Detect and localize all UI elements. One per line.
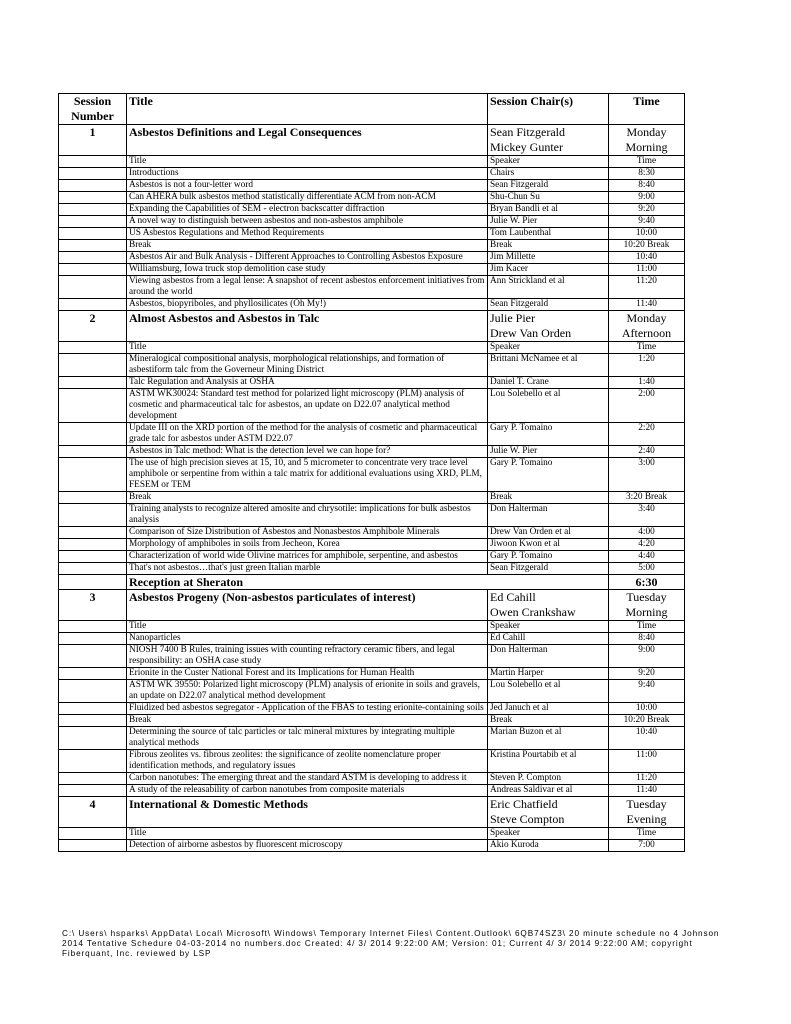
- talk-speaker: Don Halterman: [488, 645, 609, 668]
- talk-time: 8:30: [609, 168, 685, 180]
- talk-time: Time: [609, 828, 685, 840]
- talk-spacer: [59, 342, 127, 354]
- talk-spacer: [59, 276, 127, 299]
- reception-row: [59, 575, 685, 590]
- session-time-line: Monday: [626, 311, 667, 325]
- talk-row: [59, 168, 685, 180]
- session-time-line: Afternoon: [621, 326, 672, 340]
- session-title: International & Domestic Methods: [127, 797, 488, 828]
- talk-spacer: [59, 645, 127, 668]
- talk-row: [59, 276, 685, 299]
- session-chair-name: Julie Pier: [490, 311, 535, 325]
- talk-speaker: Julie W. Pier: [488, 446, 609, 458]
- talk-time: 3:40: [609, 504, 685, 527]
- talk-title: Detection of airborne asbestos by fluorescent microscopy: [127, 840, 488, 852]
- talk-title: Mineralogical compositional analysis, morphological relationships, and formation of asbestiform talc from the Governeur Mining District: [127, 354, 488, 377]
- talk-row: [59, 446, 685, 458]
- talk-speaker: Speaker: [488, 342, 609, 354]
- talk-spacer: [59, 216, 127, 228]
- header-row: [59, 94, 685, 125]
- talk-spacer: [59, 785, 127, 797]
- talk-title: Fluidized bed asbestos segregator - Application of the FBAS to testing erionite-containing soils: [127, 703, 488, 715]
- talk-spacer: [59, 840, 127, 852]
- talk-speaker: Break: [488, 492, 609, 504]
- talk-spacer: [59, 252, 127, 264]
- talk-spacer: [59, 633, 127, 645]
- session-time-line: Morning: [625, 605, 668, 619]
- talk-row: [59, 750, 685, 773]
- talk-speaker: Lou Solebello et al: [488, 389, 609, 423]
- talk-time: 4:20: [609, 539, 685, 551]
- talk-spacer: [59, 773, 127, 785]
- talk-title: NIOSH 7400 B Rules, training issues with counting refractory ceramic fibers, and legal responsibility: an OSHA case study: [127, 645, 488, 668]
- talk-row: [59, 492, 685, 504]
- footer-file-path: C:\ Users\ hsparks\ AppData\ Local\ Microsoft\ Windows\ Temporary Internet Files\ Content.Outlook\ 6QB74SZ3\ 20 minute schedule no 4 Johnson 2014 Tentative Schedure 04-03-2014 no numbers.doc Created: 4/ 3/ 2014 9:22:00 AM; Version: 01; Current 4/ 3/ 2014 9:22:00 AM; copyright Fiberquant, Inc. reviewed by LSP: [62, 929, 720, 958]
- talk-time: 2:40: [609, 446, 685, 458]
- session-number: 3: [59, 590, 127, 621]
- session-row: [59, 797, 685, 828]
- talk-row: [59, 551, 685, 563]
- talk-speaker: Jim Millette: [488, 252, 609, 264]
- session-number: 1: [59, 125, 127, 156]
- talk-title: Carbon nanotubes: The emerging threat and the standard ASTM is developing to address it: [127, 773, 488, 785]
- talk-speaker: Bryan Bandli et al: [488, 204, 609, 216]
- talk-row: [59, 645, 685, 668]
- talk-row: [59, 715, 685, 727]
- talk-title: Asbestos is not a four-letter word: [127, 180, 488, 192]
- talk-title: Determining the source of talc particles or talc mineral mixtures by integrating multiple analytical methods: [127, 727, 488, 750]
- talk-speaker: Tom Laubenthal: [488, 228, 609, 240]
- talk-title: Viewing asbestos from a legal lense: A snapshot of recent asbestos enforcement initiatives from around the world: [127, 276, 488, 299]
- session-time-line: Morning: [625, 140, 668, 154]
- talk-spacer: [59, 563, 127, 575]
- talk-title: Can AHERA bulk asbestos method statistically differentiate ACM from non-ACM: [127, 192, 488, 204]
- talk-row: [59, 240, 685, 252]
- talk-title: The use of high precision sieves at 15, 10, and 5 micrometer to concentrate very trace level amphibole or serpentine from within a talc matrix for additional evaluations using XRD, PLM, FESEM or TEM: [127, 458, 488, 492]
- talk-speaker: Sean Fitzgerald: [488, 299, 609, 311]
- talk-spacer: [59, 354, 127, 377]
- talk-title: Williamsburg, Iowa truck stop demolition case study: [127, 264, 488, 276]
- talk-spacer: [59, 539, 127, 551]
- talk-row: [59, 680, 685, 703]
- talk-time: 9:00: [609, 192, 685, 204]
- talk-spacer: [59, 703, 127, 715]
- session-time-line: Evening: [626, 812, 667, 826]
- talk-row: [59, 633, 685, 645]
- talk-time: 4:40: [609, 551, 685, 563]
- talk-speaker: Ann Strickland et al: [488, 276, 609, 299]
- talk-title: Title: [127, 156, 488, 168]
- talk-time: 1:40: [609, 377, 685, 389]
- talk-title: Fibrous zeolites vs. fibrous zeolites: the significance of zeolite nomenclature proper identification methods, and regulatory issues: [127, 750, 488, 773]
- talk-speaker: Speaker: [488, 156, 609, 168]
- session-time: [609, 125, 685, 156]
- talk-title: Talc Regulation and Analysis at OSHA: [127, 377, 488, 389]
- talk-speaker: Don Halterman: [488, 504, 609, 527]
- talk-title: Asbestos, biopyriboles, and phyllosilicates (Oh My!): [127, 299, 488, 311]
- talk-title: Title: [127, 828, 488, 840]
- talk-spacer: [59, 228, 127, 240]
- session-number: 4: [59, 797, 127, 828]
- session-chairs: [488, 311, 609, 342]
- talk-row: [59, 785, 685, 797]
- reception-title: Reception at Sheraton: [127, 575, 609, 590]
- talk-speaker: Martin Harper: [488, 668, 609, 680]
- talk-spacer: [59, 668, 127, 680]
- talk-title: Introductions: [127, 168, 488, 180]
- talk-spacer: [59, 204, 127, 216]
- talk-spacer: [59, 377, 127, 389]
- talk-row: [59, 180, 685, 192]
- talk-time: 11:20: [609, 773, 685, 785]
- talk-title: Title: [127, 342, 488, 354]
- talk-speaker: Sean Fitzgerald: [488, 563, 609, 575]
- talk-title: Title: [127, 621, 488, 633]
- session-chair-name: Drew Van Orden: [490, 326, 572, 340]
- talk-speaker: Marian Buzon et al: [488, 727, 609, 750]
- talk-title: Nanoparticles: [127, 633, 488, 645]
- talk-speaker: Speaker: [488, 828, 609, 840]
- session-chairs: [488, 590, 609, 621]
- talk-spacer: [59, 180, 127, 192]
- session-row: [59, 311, 685, 342]
- talk-speaker: Gary P. Tomaino: [488, 423, 609, 446]
- talk-row: [59, 389, 685, 423]
- talk-row: [59, 828, 685, 840]
- talk-speaker: Jed Januch et al: [488, 703, 609, 715]
- schedule-table: [58, 93, 685, 852]
- talk-speaker: Chairs: [488, 168, 609, 180]
- talk-row: [59, 527, 685, 539]
- talk-title: Characterization of world wide Olivine matrices for amphibole, serpentine, and asbestos: [127, 551, 488, 563]
- talk-speaker: Jiwoon Kwon et al: [488, 539, 609, 551]
- talk-speaker: Julie W. Pier: [488, 216, 609, 228]
- talk-time: 2:00: [609, 389, 685, 423]
- talk-time: Time: [609, 342, 685, 354]
- talk-speaker: Gary P. Tomaino: [488, 458, 609, 492]
- talk-speaker: Shu-Chun Su: [488, 192, 609, 204]
- session-chairs: [488, 797, 609, 828]
- talk-spacer: [59, 299, 127, 311]
- talk-speaker: Kristina Pourtabib et al: [488, 750, 609, 773]
- talk-title: Erionite in the Custer National Forest and its Implications for Human Health: [127, 668, 488, 680]
- talk-title: A novel way to distinguish between asbestos and non-asbestos amphibole: [127, 216, 488, 228]
- talk-row: [59, 342, 685, 354]
- header-title: Title: [127, 94, 488, 125]
- talk-row: [59, 773, 685, 785]
- talk-time: 11:00: [609, 750, 685, 773]
- talk-row: [59, 563, 685, 575]
- talk-row: [59, 377, 685, 389]
- talk-title: Update III on the XRD portion of the method for the analysis of cosmetic and pharmaceutical grade talc for asbestos under ASTM D22.07: [127, 423, 488, 446]
- header-chairs: Session Chair(s): [488, 94, 609, 125]
- session-time-line: Tuesday: [626, 590, 667, 604]
- session-number: 2: [59, 311, 127, 342]
- talk-title: Comparison of Size Distribution of Asbestos and Nonasbestos Amphibole Minerals: [127, 527, 488, 539]
- session-chair-name: Owen Crankshaw: [490, 605, 576, 619]
- talk-time: Time: [609, 156, 685, 168]
- talk-time: 9:20: [609, 668, 685, 680]
- talk-title: ASTM WK 39550: Polarized light microscopy (PLM) analysis of erionite in soils and gravels, an update on D22.07 analytical method development: [127, 680, 488, 703]
- talk-row: [59, 228, 685, 240]
- talk-time: 8:40: [609, 180, 685, 192]
- talk-speaker: Andreas Saldivar et al: [488, 785, 609, 797]
- talk-row: [59, 727, 685, 750]
- talk-time: 11:00: [609, 264, 685, 276]
- talk-row: [59, 252, 685, 264]
- session-title: Asbestos Progeny (Non-asbestos particulates of interest): [127, 590, 488, 621]
- talk-time: 10:00: [609, 703, 685, 715]
- talk-spacer: [59, 192, 127, 204]
- talk-row: [59, 668, 685, 680]
- talk-time: 10:40: [609, 727, 685, 750]
- talk-spacer: [59, 240, 127, 252]
- talk-speaker: Sean Fitzgerald: [488, 180, 609, 192]
- session-title: Asbestos Definitions and Legal Consequences: [127, 125, 488, 156]
- talk-row: [59, 299, 685, 311]
- talk-spacer: [59, 750, 127, 773]
- talk-spacer: [59, 264, 127, 276]
- talk-speaker: Speaker: [488, 621, 609, 633]
- talk-speaker: Akio Kuroda: [488, 840, 609, 852]
- talk-time: 2:20: [609, 423, 685, 446]
- talk-time: 10:00: [609, 228, 685, 240]
- talk-time: 10:20 Break: [609, 240, 685, 252]
- talk-spacer: [59, 156, 127, 168]
- talk-title: US Asbestos Regulations and Method Requirements: [127, 228, 488, 240]
- session-chair-name: Steve Compton: [490, 812, 565, 826]
- session-time-line: Tuesday: [626, 797, 667, 811]
- talk-row: [59, 621, 685, 633]
- talk-time: 1:20: [609, 354, 685, 377]
- talk-speaker: Steven P. Compton: [488, 773, 609, 785]
- talk-row: [59, 216, 685, 228]
- talk-time: 11:40: [609, 785, 685, 797]
- talk-spacer: [59, 727, 127, 750]
- talk-time: 11:40: [609, 299, 685, 311]
- talk-speaker: Lou Solebello et al: [488, 680, 609, 703]
- talk-spacer: [59, 828, 127, 840]
- session-chair-name: Mickey Gunter: [490, 140, 563, 154]
- talk-spacer: [59, 504, 127, 527]
- talk-time: 10:20 Break: [609, 715, 685, 727]
- talk-row: [59, 354, 685, 377]
- talk-title: Morphology of amphiboles in soils from Jecheon, Korea: [127, 539, 488, 551]
- session-time: [609, 590, 685, 621]
- talk-speaker: Break: [488, 715, 609, 727]
- talk-title: Asbestos in Talc method: What is the detection level we can hope for?: [127, 446, 488, 458]
- talk-title: Break: [127, 240, 488, 252]
- talk-row: [59, 703, 685, 715]
- header-time: Time: [609, 94, 685, 125]
- talk-spacer: [59, 551, 127, 563]
- talk-speaker: Brittani McNamee et al: [488, 354, 609, 377]
- header-session-number: Session Number: [59, 94, 127, 125]
- talk-spacer: [59, 446, 127, 458]
- talk-row: [59, 192, 685, 204]
- talk-time: Time: [609, 621, 685, 633]
- talk-row: [59, 840, 685, 852]
- talk-spacer: [59, 168, 127, 180]
- talk-title: That's not asbestos…that's just green Italian marble: [127, 563, 488, 575]
- talk-title: A study of the releasability of carbon nanotubes from composite materials: [127, 785, 488, 797]
- talk-time: 4:00: [609, 527, 685, 539]
- talk-title: Break: [127, 715, 488, 727]
- talk-spacer: [59, 680, 127, 703]
- talk-title: ASTM WK30024: Standard test method for polarized light microscopy (PLM) analysis of cosmetic and pharmaceutical talc for asbestos, an update on D22.07 analytical method development: [127, 389, 488, 423]
- talk-title: Asbestos Air and Bulk Analysis - Different Approaches to Controlling Asbestos Exposure: [127, 252, 488, 264]
- talk-time: 8:40: [609, 633, 685, 645]
- talk-row: [59, 458, 685, 492]
- talk-time: 3:00: [609, 458, 685, 492]
- talk-time: 11:20: [609, 276, 685, 299]
- talk-spacer: [59, 389, 127, 423]
- talk-title: Break: [127, 492, 488, 504]
- session-time: [609, 797, 685, 828]
- talk-title: Expanding the Capabilities of SEM - electron backscatter diffraction: [127, 204, 488, 216]
- talk-speaker: Drew Van Orden et al: [488, 527, 609, 539]
- talk-speaker: Daniel T. Crane: [488, 377, 609, 389]
- talk-time: 9:20: [609, 204, 685, 216]
- talk-speaker: Gary P. Tomaino: [488, 551, 609, 563]
- talk-time: 9:40: [609, 216, 685, 228]
- talk-spacer: [59, 458, 127, 492]
- talk-time: 10:40: [609, 252, 685, 264]
- talk-time: 5:00: [609, 563, 685, 575]
- talk-spacer: [59, 492, 127, 504]
- talk-title: Training analysts to recognize altered amosite and chrysotile: implications for bulk asbestos analysis: [127, 504, 488, 527]
- talk-speaker: Break: [488, 240, 609, 252]
- session-chair-name: Ed Cahill: [490, 590, 536, 604]
- talk-time: 3:20 Break: [609, 492, 685, 504]
- talk-time: 9:00: [609, 645, 685, 668]
- talk-time: 9:40: [609, 680, 685, 703]
- talk-speaker: Ed Cahill: [488, 633, 609, 645]
- talk-row: [59, 156, 685, 168]
- talk-speaker: Jim Kacer: [488, 264, 609, 276]
- talk-spacer: [59, 715, 127, 727]
- session-time-line: Monday: [626, 125, 667, 139]
- session-chairs: [488, 125, 609, 156]
- session-chair-name: Sean Fitzgerald: [490, 125, 565, 139]
- talk-row: [59, 539, 685, 551]
- reception-time: 6:30: [609, 575, 685, 590]
- session-time: [609, 311, 685, 342]
- talk-row: [59, 504, 685, 527]
- reception-spacer: [59, 575, 127, 590]
- talk-row: [59, 423, 685, 446]
- session-title: Almost Asbestos and Asbestos in Talc: [127, 311, 488, 342]
- session-chair-name: Eric Chatfield: [490, 797, 558, 811]
- talk-spacer: [59, 621, 127, 633]
- session-row: [59, 125, 685, 156]
- session-row: [59, 590, 685, 621]
- talk-spacer: [59, 527, 127, 539]
- talk-row: [59, 264, 685, 276]
- talk-time: 7:00: [609, 840, 685, 852]
- talk-row: [59, 204, 685, 216]
- talk-spacer: [59, 423, 127, 446]
- schedule-body: [59, 94, 685, 852]
